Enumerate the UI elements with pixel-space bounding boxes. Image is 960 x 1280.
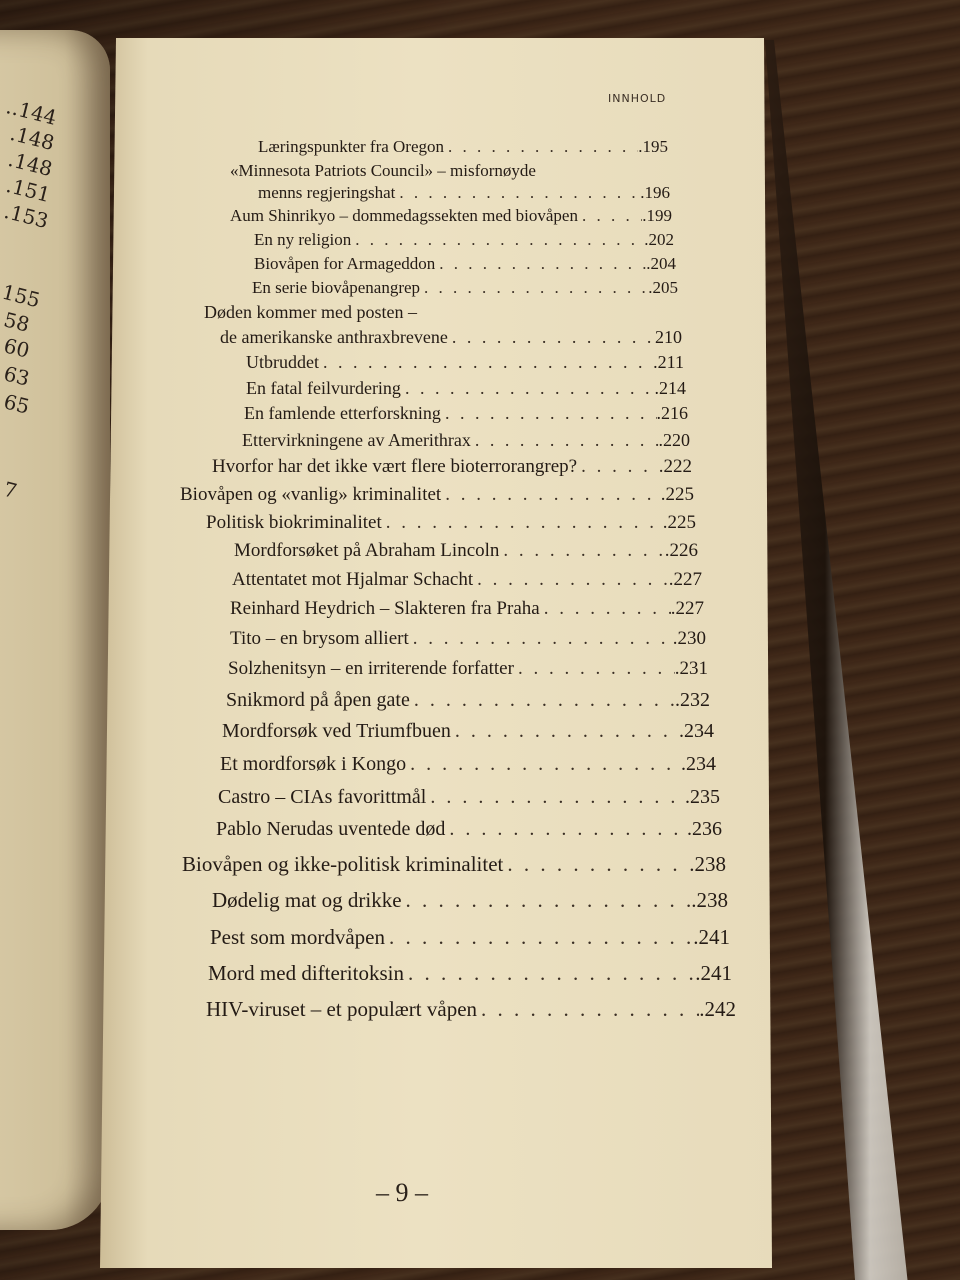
toc-entry <box>212 888 728 913</box>
toc-entry-page: .211 <box>653 352 684 372</box>
toc-entry-title: En famlende etterforskning <box>244 403 441 423</box>
toc-entry <box>252 278 678 298</box>
toc-entry-page: .205 <box>648 278 678 297</box>
toc-entry-title: Ettervirkningene av Amerithrax <box>242 430 471 450</box>
toc-entry-page: .235 <box>685 786 720 808</box>
toc-entry-page: .199 <box>642 206 672 225</box>
left-page-number: .148 <box>7 120 57 156</box>
toc-entry <box>230 206 672 226</box>
toc-entry-title: Biovåpen og ikke-politisk kriminalitet <box>182 852 504 876</box>
toc-entry <box>258 137 668 157</box>
toc-entry-title: Mordforsøk ved Triumfbuen <box>222 720 451 742</box>
toc-entry-page: .231 <box>674 658 708 679</box>
toc-entry-page: .232 <box>675 689 710 711</box>
toc-leader-dots <box>578 206 642 226</box>
toc-leader-dots <box>435 254 646 274</box>
toc-entry-page: .241 <box>695 961 732 985</box>
toc-leader-dots <box>514 658 675 680</box>
toc-entry <box>210 925 730 950</box>
toc-entry-page: .195 <box>638 137 668 156</box>
toc-leader-dots <box>441 484 661 506</box>
toc-entry <box>206 997 736 1022</box>
toc-entry <box>230 598 704 620</box>
toc-entry-title: Attentatet mot Hjalmar Schacht <box>232 569 474 590</box>
left-page-number: .151 <box>3 172 53 208</box>
toc-entry-title: Pest som mordvåpen <box>210 925 385 949</box>
toc-entry-page: .204 <box>646 254 676 273</box>
toc-leader-dots <box>445 818 687 841</box>
toc-entry <box>230 161 670 181</box>
left-page-number: 65 <box>1 389 32 419</box>
toc-entry <box>234 540 698 562</box>
toc-entry-title: Døden kommer med posten – <box>204 302 417 322</box>
toc-leader-dots <box>385 925 693 950</box>
toc-leader-dots <box>409 628 673 650</box>
toc-entry <box>226 689 710 712</box>
left-page-number: 58 <box>1 307 32 337</box>
toc-leader-dots <box>426 786 685 809</box>
toc-leader-dots <box>503 852 689 877</box>
toc-entry <box>204 302 644 323</box>
left-page-number: .148 <box>5 146 55 182</box>
toc-entry-page: .222 <box>658 456 692 477</box>
toc-leader-dots <box>319 352 653 373</box>
toc-entry-page: .236 <box>687 818 722 840</box>
toc-leader-dots <box>441 403 657 424</box>
page-number: – 9 – <box>376 1178 428 1207</box>
toc-entry-title: Castro – CIAs favorittmål <box>218 786 427 808</box>
toc-entry-title: Dødelig mat og drikke <box>212 888 402 912</box>
toc-entry <box>206 512 696 534</box>
toc-entry-page: .225 <box>662 512 696 533</box>
toc-entry-page: .230 <box>672 628 706 649</box>
toc-entry-title: Aum Shinrikyo – dommedagssekten med biovåpen <box>230 206 578 225</box>
toc-entry-title: Reinhard Heydrich – Slakteren fra Praha <box>230 598 540 619</box>
left-page-number: 7 <box>1 476 20 504</box>
toc-entry <box>220 327 682 348</box>
toc-entry-title: Tito – en brysom alliert <box>230 628 409 649</box>
toc-entry-page: .214 <box>654 378 686 398</box>
toc-entry-title: Snikmord på åpen gate <box>226 689 410 711</box>
toc-entry-page: .226 <box>664 540 698 561</box>
toc-entry <box>232 569 702 591</box>
toc-entry <box>244 403 688 424</box>
toc-entry <box>222 720 714 743</box>
toc-entry <box>218 786 720 809</box>
toc-entry-title: «Minnesota Patriots Council» – misfornøyde <box>230 161 536 180</box>
toc-entry <box>246 378 686 399</box>
toc-leader-dots <box>395 183 640 203</box>
toc-leader-dots <box>448 327 655 348</box>
toc-entry-title: Mordforsøket på Abraham Lincoln <box>234 540 500 561</box>
toc-entry <box>180 484 694 506</box>
toc-entry-title: menns regjeringshat <box>258 183 396 202</box>
toc-leader-dots <box>402 888 692 913</box>
toc-entry <box>228 658 708 680</box>
toc-entry-page: .234 <box>679 720 714 742</box>
toc-entry-page: .202 <box>644 230 674 249</box>
left-page-number: 63 <box>1 361 32 391</box>
toc-entry <box>220 753 716 776</box>
toc-entry-page: .220 <box>658 430 690 450</box>
toc-entry <box>212 456 692 478</box>
toc-entry-title: En serie biovåpenangrep <box>252 278 421 297</box>
toc-entry-title: En fatal feilvurdering <box>246 378 401 398</box>
left-page-number: .153 <box>1 198 51 234</box>
toc-entry-title: Solzhenitsyn – en irriterende forfatter <box>228 658 514 679</box>
toc-entry <box>246 352 684 373</box>
toc-entry <box>258 183 670 203</box>
toc-entry-page: .225 <box>660 484 694 505</box>
toc-entry <box>216 818 722 841</box>
toc-leader-dots <box>477 997 699 1022</box>
toc-entry-title: Utbruddet <box>246 352 319 372</box>
toc-entry-page: 210 <box>655 327 682 347</box>
toc-leader-dots <box>401 378 655 399</box>
toc-entry-page: .234 <box>681 753 716 775</box>
toc-entry-title: Et mordforsøk i Kongo <box>220 753 407 775</box>
toc-entry-title: de amerikanske anthraxbrevene <box>220 327 448 347</box>
toc-leader-dots <box>499 540 664 562</box>
toc-entry-title: Politisk biokriminalitet <box>206 512 382 533</box>
toc-entry-page: .196 <box>640 183 670 202</box>
toc-leader-dots <box>382 512 663 534</box>
toc-entry-title: HIV-viruset – et populært våpen <box>206 997 478 1021</box>
toc-leader-dots <box>577 456 659 478</box>
toc-entry <box>182 852 726 877</box>
toc-leader-dots <box>351 230 644 250</box>
toc-entry-page: .216 <box>656 403 688 423</box>
toc-entry <box>208 961 732 986</box>
toc-entry <box>254 230 674 250</box>
toc-entry-page: .227 <box>668 569 702 590</box>
toc-entry-title: Mord med difteritoksin <box>208 961 404 985</box>
toc-entry-page: .227 <box>670 598 704 619</box>
toc-entry-page: .238 <box>689 852 726 876</box>
toc-leader-dots <box>471 430 659 451</box>
toc-leader-dots <box>473 569 669 591</box>
toc-leader-dots <box>540 598 671 620</box>
toc-leader-dots <box>444 137 638 157</box>
toc-entry <box>230 628 706 650</box>
toc-entry <box>242 430 690 451</box>
toc-entry-title: En ny religion <box>254 230 352 249</box>
toc-entry-title: Biovåpen og «vanlig» kriminalitet <box>180 484 442 505</box>
toc-leader-dots <box>451 720 679 743</box>
running-header: INNHOLD <box>608 92 667 105</box>
toc-entry <box>254 254 676 274</box>
left-page-number: 60 <box>1 333 32 363</box>
left-page-number: 155 <box>0 279 43 313</box>
toc-entry-page: .238 <box>691 888 728 912</box>
toc-leader-dots <box>410 689 675 712</box>
toc-leader-dots <box>406 753 681 776</box>
toc-leader-dots <box>404 961 695 986</box>
toc-leader-dots <box>420 278 648 298</box>
toc-entry-page: .242 <box>699 997 736 1021</box>
left-page-number: ..144 <box>3 94 60 130</box>
toc-entry-title: Pablo Nerudas uventede død <box>216 818 446 840</box>
toc-entry-title: Hvorfor har det ikke vært flere bioterrorangrep? <box>212 456 578 477</box>
toc-entry-title: Biovåpen for Armageddon <box>254 254 436 273</box>
toc-entry-title: Læringspunkter fra Oregon <box>258 137 445 156</box>
toc-entry-page: .241 <box>693 925 730 949</box>
